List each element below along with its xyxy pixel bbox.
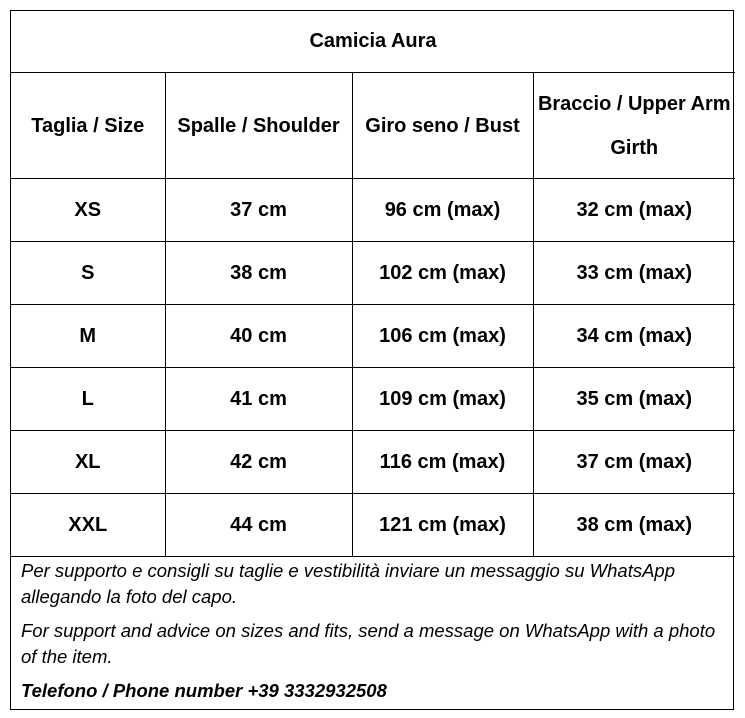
size-table [11, 11, 735, 557]
shoulder-cell: 40 cm [165, 305, 352, 368]
shoulder-cell: 42 cm [165, 431, 352, 494]
arm-cell: 32 cm (max) [533, 179, 735, 242]
table-row [11, 368, 735, 431]
arm-cell: 35 cm (max) [533, 368, 735, 431]
shoulder-cell: 38 cm [165, 242, 352, 305]
header-arm: Braccio / Upper Arm Girth [533, 73, 735, 179]
table-row [11, 431, 735, 494]
bust-cell: 109 cm (max) [352, 368, 533, 431]
shoulder-cell: 37 cm [165, 179, 352, 242]
note-italian: Per supporto e consigli su taglie e vestibilità inviare un messaggio su WhatsApp allegando la foto del capo. [21, 560, 676, 607]
arm-cell: 38 cm (max) [533, 494, 735, 557]
size-cell: XXL [11, 494, 165, 557]
bust-cell: 116 cm (max) [352, 431, 533, 494]
size-cell: M [11, 305, 165, 368]
size-cell: S [11, 242, 165, 305]
bust-cell: 102 cm (max) [352, 242, 533, 305]
header-bust: Giro seno / Bust [352, 73, 533, 179]
bust-cell: 121 cm (max) [352, 494, 533, 557]
shoulder-cell: 44 cm [165, 494, 352, 557]
bust-cell: 106 cm (max) [352, 305, 533, 368]
arm-cell: 34 cm (max) [533, 305, 735, 368]
size-cell: L [11, 368, 165, 431]
title-row [11, 11, 735, 73]
header-shoulder: Spalle / Shoulder [165, 73, 352, 179]
arm-cell: 37 cm (max) [533, 431, 735, 494]
arm-cell: 33 cm (max) [533, 242, 735, 305]
table-row [11, 242, 735, 305]
table-title: Camicia Aura [11, 11, 735, 73]
shoulder-cell: 41 cm [165, 368, 352, 431]
size-cell: XL [11, 431, 165, 494]
size-chart [10, 10, 734, 710]
note-english: For support and advice on sizes and fits, send a message on WhatsApp with a photo of the item. [21, 620, 716, 667]
phone-number: Telefono / Phone number +39 3332932508 [21, 680, 387, 701]
size-cell: XS [11, 179, 165, 242]
header-size: Taglia / Size [11, 73, 165, 179]
table-row [11, 494, 735, 557]
table-row [11, 305, 735, 368]
table-row [11, 179, 735, 242]
support-notes [11, 557, 733, 704]
bust-cell: 96 cm (max) [352, 179, 533, 242]
header-row [11, 73, 735, 179]
